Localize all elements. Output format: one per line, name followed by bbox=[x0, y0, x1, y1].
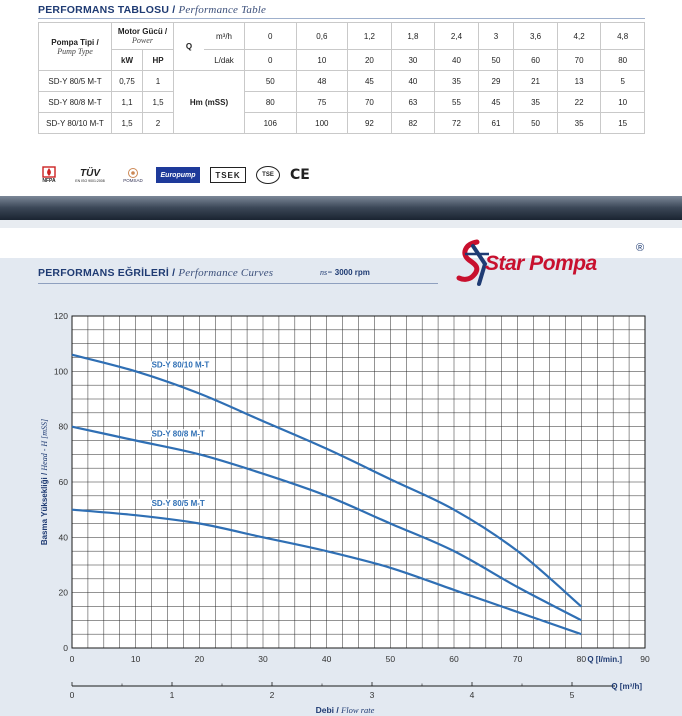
star-pompa-logo bbox=[455, 236, 660, 292]
curves-title: PERFORMANS EĞRİLERİ / Performance Curves bbox=[38, 267, 274, 279]
head-cell: 15 bbox=[601, 113, 645, 134]
x-axis-title-lmin: Q [l/min.] bbox=[587, 655, 622, 664]
head-cell: 35 bbox=[514, 92, 558, 113]
y-tick-label: 100 bbox=[53, 366, 68, 377]
head-cell: 75 bbox=[296, 92, 348, 113]
q-m3h-cell: 3 bbox=[478, 23, 514, 50]
q-m3h-cell: 0,6 bbox=[296, 23, 348, 50]
head-cell: 92 bbox=[348, 113, 392, 134]
europump-logo: Europump bbox=[156, 167, 200, 183]
y-axis-title: Basma Yüksekliği / Head - H [mSS] bbox=[40, 418, 49, 546]
table-row bbox=[39, 113, 645, 134]
q-m3h-cell: 2,4 bbox=[435, 23, 479, 50]
q-m3h-cell: 4,2 bbox=[557, 23, 601, 50]
pomsad-logo: POMSAD bbox=[120, 168, 146, 183]
table-title: PERFORMANS TABLOSU / Performance Table bbox=[38, 4, 267, 16]
brand-name: Star Pompa bbox=[485, 252, 597, 275]
hp-header: HP bbox=[143, 50, 174, 71]
kw-cell: 1,1 bbox=[112, 92, 143, 113]
x-tick-label: 50 bbox=[385, 654, 396, 664]
q-ldak-cell: 60 bbox=[514, 50, 558, 71]
y-tick-label: 80 bbox=[58, 421, 68, 432]
series-label: SD-Y 80/8 M-T bbox=[151, 429, 205, 439]
hm-label: Hm (mSS) bbox=[174, 71, 245, 134]
head-cell: 50 bbox=[245, 71, 297, 92]
head-cell: 82 bbox=[391, 113, 435, 134]
curves-title-rule bbox=[38, 283, 438, 284]
pump-name-cell: SD-Y 80/10 M-T bbox=[39, 113, 112, 134]
head-cell: 100 bbox=[296, 113, 348, 134]
q-ldak-cell: 0 bbox=[245, 50, 297, 71]
divider-band bbox=[0, 196, 682, 220]
q-ldak-cell: 40 bbox=[435, 50, 479, 71]
x2-tick-label: 2 bbox=[269, 690, 275, 700]
table-row bbox=[39, 92, 645, 113]
x-tick-label: 30 bbox=[258, 654, 268, 664]
head-cell: 48 bbox=[296, 71, 348, 92]
q-m3h-cell: 3,6 bbox=[514, 23, 558, 50]
q-m3h-cell: 1,2 bbox=[348, 23, 392, 50]
head-cell: 22 bbox=[557, 92, 601, 113]
x-axis-title-m3h: Q [m³/h] bbox=[611, 682, 642, 691]
hp-cell: 1,5 bbox=[143, 92, 174, 113]
head-cell: 29 bbox=[478, 71, 514, 92]
head-cell: 35 bbox=[435, 71, 479, 92]
performance-table-section bbox=[0, 0, 682, 200]
head-cell: 40 bbox=[391, 71, 435, 92]
nfpa-flame-icon bbox=[42, 166, 56, 178]
pump-name-cell: SD-Y 80/8 M-T bbox=[39, 92, 112, 113]
q-m3h-cell: 4,8 bbox=[601, 23, 645, 50]
x2-tick-label: 3 bbox=[369, 690, 375, 700]
q-ldak-cell: 10 bbox=[296, 50, 348, 71]
y-tick-label: 60 bbox=[58, 477, 68, 487]
x-tick-label: 40 bbox=[321, 654, 332, 664]
x-tick-label: 20 bbox=[194, 654, 205, 664]
q-ldak-cell: 30 bbox=[391, 50, 435, 71]
table-title-rule bbox=[38, 18, 645, 19]
x2-tick-label: 1 bbox=[169, 690, 175, 700]
performance-curve-chart bbox=[0, 300, 682, 716]
head-cell: 21 bbox=[514, 71, 558, 92]
q-ldak-cell: 70 bbox=[557, 50, 601, 71]
rpm-label: ns= 3000 rpm bbox=[320, 268, 370, 277]
q-ldak-cell: 20 bbox=[348, 50, 392, 71]
q-ldak-cell: 80 bbox=[601, 50, 645, 71]
tse-logo: TSE bbox=[256, 166, 280, 184]
unit-ldak: L/dak bbox=[204, 50, 245, 71]
hp-cell: 2 bbox=[143, 113, 174, 134]
kw-cell: 1,5 bbox=[112, 113, 143, 134]
y-tick-label: 120 bbox=[53, 311, 68, 321]
kw-cell: 0,75 bbox=[112, 71, 143, 92]
head-cell: 13 bbox=[557, 71, 601, 92]
x2-tick-label: 4 bbox=[469, 690, 475, 700]
performance-table bbox=[38, 22, 645, 134]
divider-shadow bbox=[0, 220, 682, 228]
unit-m3h: m³/h bbox=[204, 23, 245, 50]
head-cell: 106 bbox=[245, 113, 297, 134]
y-tick-label: 40 bbox=[58, 532, 68, 543]
pump-type-header: Pompa Tipi / Pump Type bbox=[39, 23, 112, 71]
q-header: Q bbox=[174, 23, 205, 71]
pump-name-cell: SD-Y 80/5 M-T bbox=[39, 71, 112, 92]
x2-tick-label: 5 bbox=[569, 690, 575, 700]
q-m3h-cell: 1,8 bbox=[391, 23, 435, 50]
series-label: SD-Y 80/5 M-T bbox=[151, 499, 205, 509]
head-cell: 50 bbox=[514, 113, 558, 134]
x-tick-label: 60 bbox=[449, 654, 459, 664]
motor-power-header: Motor Gücü / Power bbox=[112, 23, 174, 50]
series-label: SD-Y 80/10 M-T bbox=[151, 360, 210, 370]
q-ldak-cell: 50 bbox=[478, 50, 514, 71]
nfpa-logo: NFPA bbox=[38, 166, 60, 184]
head-cell: 45 bbox=[348, 71, 392, 92]
head-cell: 70 bbox=[348, 92, 392, 113]
head-cell: 45 bbox=[478, 92, 514, 113]
y-tick-label: 0 bbox=[63, 643, 68, 653]
x-tick-label: 0 bbox=[69, 654, 75, 664]
x-tick-label: 10 bbox=[130, 654, 141, 664]
table-row bbox=[39, 71, 645, 92]
q-m3h-cell: 0 bbox=[245, 23, 297, 50]
tuv-logo: TÜV EN ISO 9001:2008 bbox=[75, 167, 105, 183]
y-tick-label: 20 bbox=[58, 587, 68, 598]
head-cell: 5 bbox=[601, 71, 645, 92]
kw-header: kW bbox=[112, 50, 143, 71]
head-cell: 35 bbox=[557, 113, 601, 134]
head-cell: 10 bbox=[601, 92, 645, 113]
head-cell: 80 bbox=[245, 92, 297, 113]
pomsad-emblem-icon bbox=[127, 168, 139, 178]
x-axis-title: Debi / Flow rate bbox=[315, 705, 375, 715]
x-tick-label: 70 bbox=[512, 654, 523, 664]
registered-mark: ® bbox=[636, 242, 645, 254]
head-cell: 55 bbox=[435, 92, 479, 113]
head-cell: 63 bbox=[391, 92, 435, 113]
certification-logos bbox=[38, 164, 310, 186]
head-cell: 61 bbox=[478, 113, 514, 134]
tsek-logo: TSEK bbox=[210, 167, 246, 183]
ce-logo: CE bbox=[290, 167, 310, 183]
hp-cell: 1 bbox=[143, 71, 174, 92]
x-tick-label: 80 bbox=[576, 654, 587, 664]
head-cell: 72 bbox=[435, 113, 479, 134]
x2-tick-label: 0 bbox=[69, 690, 75, 700]
x-tick-label: 90 bbox=[640, 654, 650, 664]
